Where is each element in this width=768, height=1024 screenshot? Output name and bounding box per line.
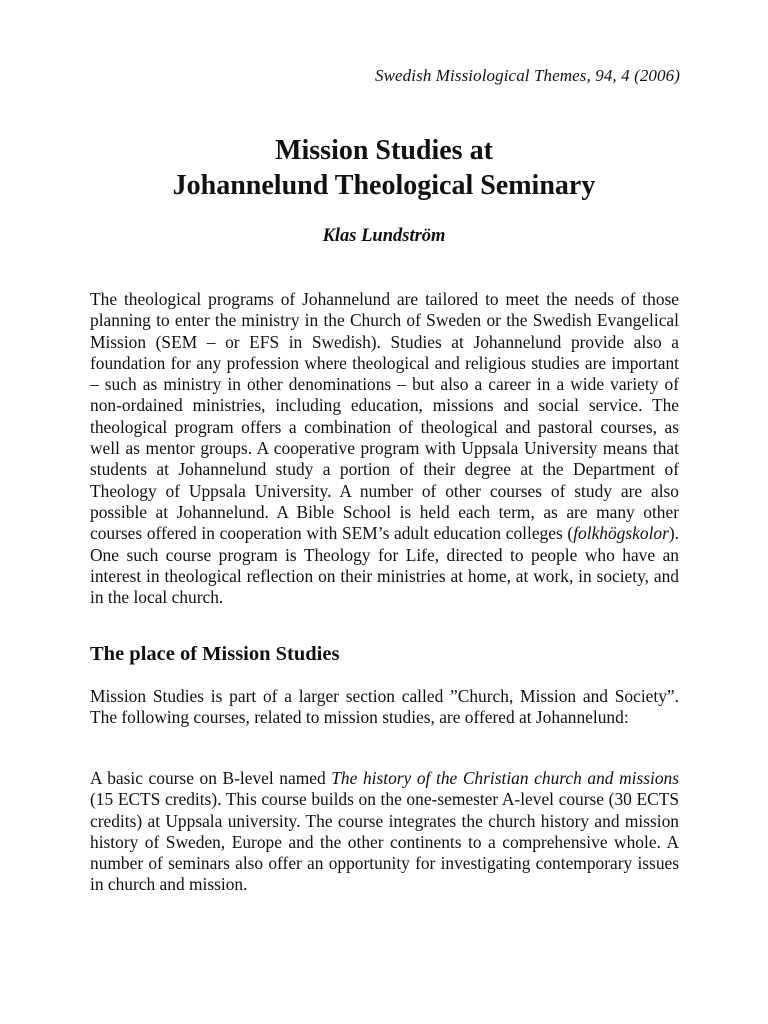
paragraph-basic-course-text-a: A basic course on B-level named [90, 768, 332, 788]
author-name: Klas Lundström [322, 226, 446, 246]
paragraph-intro-text-b: ). One such course program is Theology for Life, directed to people who have an interest in theological reflection on their ministries at home, at work, in society, and in the local church. [90, 523, 679, 608]
paragraph-basic-course-italic: The history of the Christian church and missions [331, 768, 679, 788]
journal-header: Swedish Missiological Themes, 94, 4 (2006) [375, 66, 680, 85]
paragraph-intro-italic: folkhögskolor [573, 523, 669, 544]
title-line-1: Mission Studies at [275, 135, 493, 166]
paragraph-basic-course [90, 768, 679, 896]
paragraph-intro-text-a: The theological programs of Johannelund are tailored to meet the needs of those planning to enter the ministry in the Church of Sweden or the Swedish Evangelical Mission (SEM – or EFS in Swedish). Studies at Johannelund provide also a foundation for any profession where theological and religious studies are important – such as ministry in other denominations – but also a career in a wide variety of non-ordained ministries, including education, missions and social service. The theological program offers a combination of theological and pastoral courses, as well as mentor groups. A cooperative program with Uppsala University means that students at Johannelund study a portion of their degree at the Department of Theology of Uppsala University. A number of other courses of study are also possible at Johannelund. A Bible School is held each term, as are many other courses offered in cooperation with SEM’s adult education colleges ( [90, 289, 679, 544]
paragraph-mission-studies: Mission Studies is part of a larger section called ”Church, Mission and Society”. The following courses, related to mission studies, are offered at Johannelund: [90, 686, 679, 728]
paragraph-basic-course-text-b: (15 ECTS credits). This course builds on the one-semester A-level course (30 ECTS credits) at Uppsala university. The course integrates the church history and mission history of Sweden, Europe and the other continents to a comprehensive whole. A number of seminars also offer an opportunity for investigating contemporary issues in church and mission. [90, 789, 679, 895]
paragraph-intro [90, 289, 679, 608]
title-line-2: Johannelund Theological Seminary [172, 170, 596, 201]
article-title [0, 133, 768, 203]
section-heading: The place of Mission Studies [90, 643, 340, 665]
